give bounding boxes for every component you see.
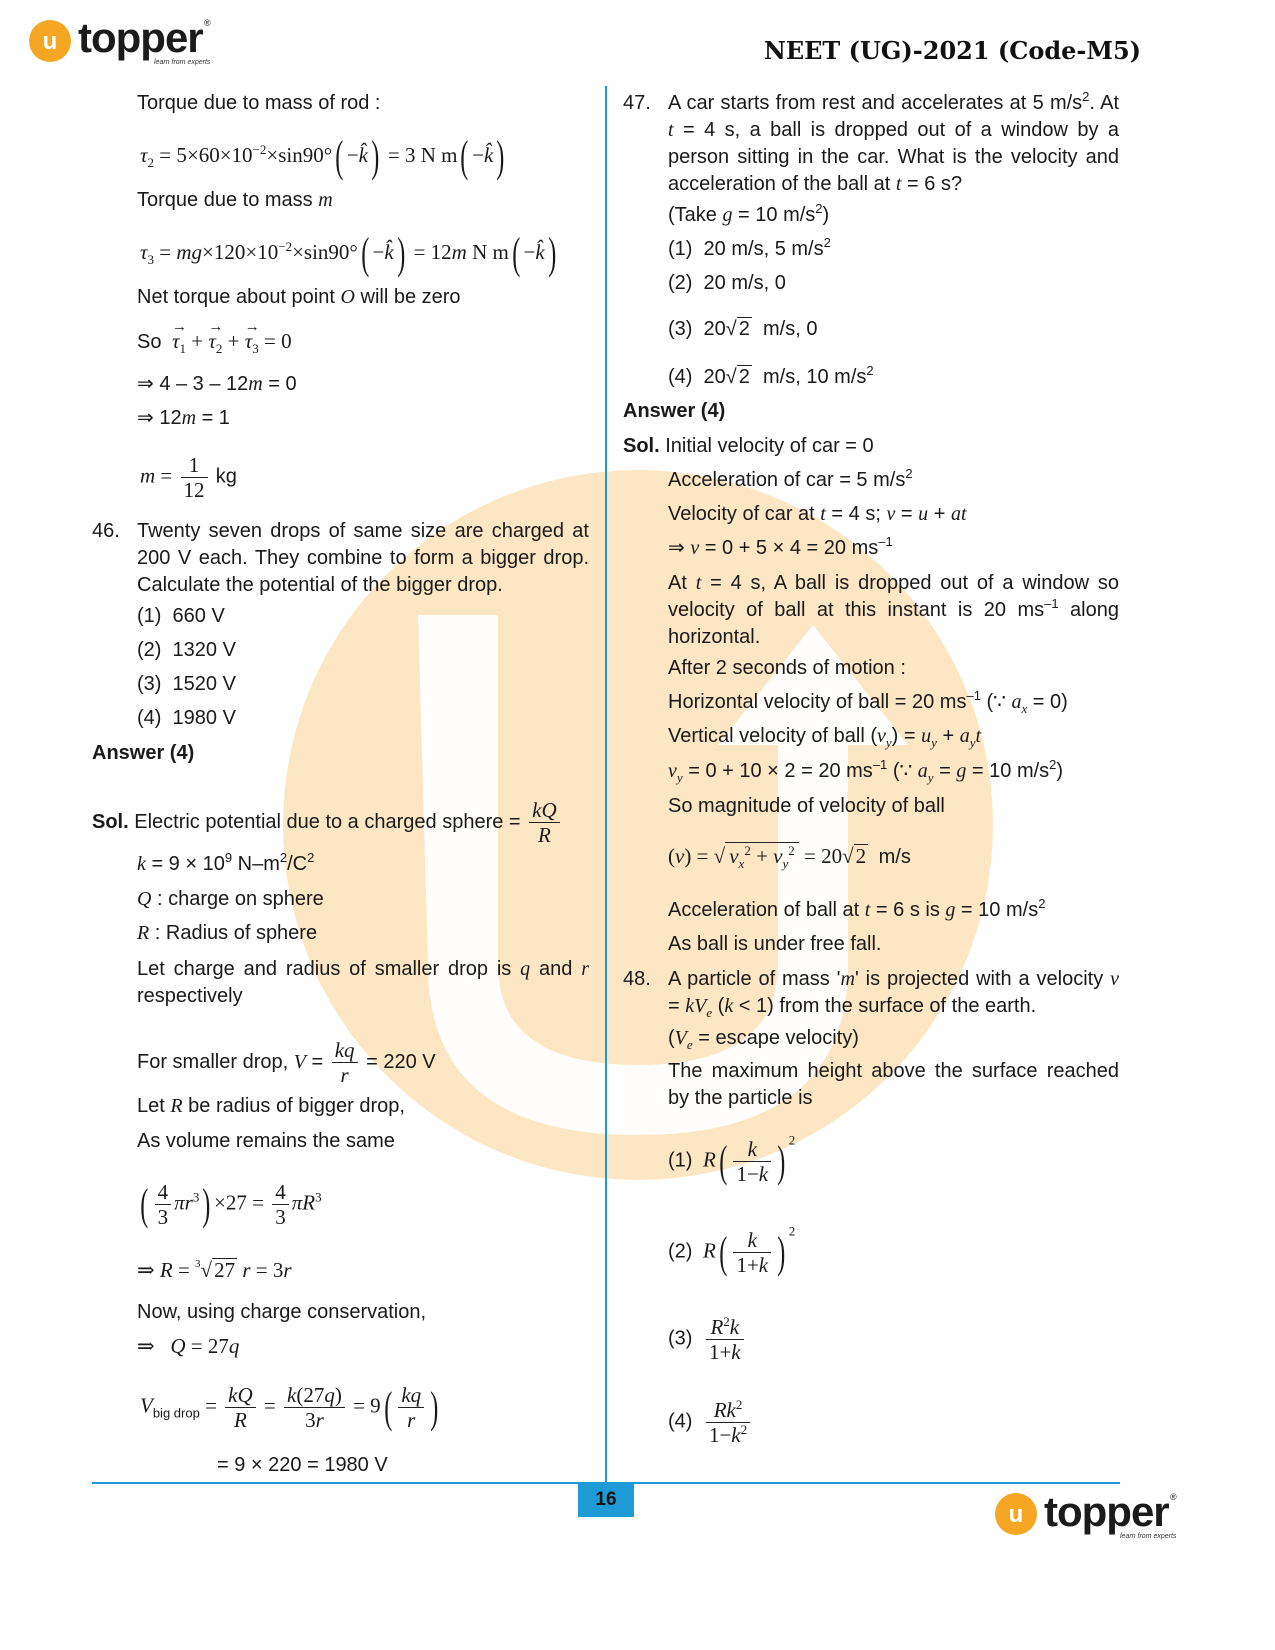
q48-ve-def: ($V_e$ = escape velocity)	[668, 1027, 859, 1052]
net-torque: Net torque about point O will be zero	[137, 286, 461, 308]
charge-conservation: Now, using charge conservation,	[137, 1301, 427, 1323]
q47-sol-line-1: Sol. Initial velocity of car = 0	[623, 435, 874, 457]
let-R: Let R be radius of bigger drop,	[137, 1095, 405, 1117]
q48-option-2: (2) R( $\frac{k}{1+k}$ ) $^2$	[668, 1223, 796, 1277]
q47-sol-line-13: As ball is under free fall.	[668, 933, 882, 955]
footer-logo-tagline: learn from experts	[1120, 1533, 1177, 1540]
q47-sol-line-9: $v_y = 0 + 10 \times 2 = 20$ $ms^{-1}$ (∵ $a_y = g = 10$ $m/s^2$)	[668, 757, 1064, 785]
q46-number: 46.	[92, 520, 120, 542]
q46-sol-label: Sol.	[92, 810, 129, 833]
k-value: $k = 9 \times 10^9$ $N-m^2/C^2$	[137, 850, 315, 875]
q48-text: A particle of mass 'm' is projected with a velocity $v = kV_e$ (k < 1) from the surface of the earth.	[668, 968, 1120, 1020]
svg-text:®: ®	[1170, 1492, 1177, 1502]
q47-sol-line-10: So magnitude of velocity of ball	[668, 795, 945, 817]
q48-option-3: (3) $\frac{R^2k}{1+k}$	[668, 1315, 747, 1364]
svg-text:u: u	[1008, 1501, 1024, 1528]
svg-text:u: u	[42, 28, 58, 55]
q46-option-1: (1) 660 V	[137, 605, 225, 627]
Q-equation: ⇒ Q = 27q	[137, 1334, 240, 1358]
q47-sol-line-4: ⇒ v = 0 + 5 × 4 = 20 $ms^{-1}$	[668, 534, 893, 559]
q48-text-2: The maximum height above the surface reached by the particle is	[668, 1060, 1119, 1109]
q47-option-1: (1) 20 m/s, 5 $m/s^2$	[668, 235, 831, 260]
q47-sol-line-5: At t = 4 s, A ball is dropped out of a window so velocity of ball at this instant is 20 $ms^{-1}$ along horizontal.	[668, 572, 1119, 648]
header-logo-tagline: learn from experts	[154, 59, 211, 66]
q46-option-4: (4) 1980 V	[137, 707, 236, 729]
torque-rod-label: Torque due to mass of rod :	[137, 92, 381, 114]
q47-answer: Answer (4)	[623, 400, 726, 422]
q48-number: 48.	[623, 968, 651, 990]
q47-option-4: (4) 20√ 2 m/s, 10 $m/s^2$	[668, 363, 874, 388]
exam-title: NEET (UG)-2021 (Code-M5)	[763, 36, 1141, 65]
tau2-equation: $\tau_2 = 5\times 60\times 10^{-2}\times\sin 90^\circ$( −k̂) = 3 N m( −k̂)	[140, 132, 505, 181]
q47-sol-line-3: Velocity of car at t = 4 s; v = u + at	[668, 503, 967, 525]
volume-equation: ( $\frac{4}{3}$ $\pi r^3) \times 27$ = $\frac{4}{3}$ $\pi R^3$	[140, 1179, 322, 1229]
q46-answer: Answer (4)	[92, 742, 195, 764]
m-result: m = $\frac{1}{12}$ kg	[140, 453, 237, 502]
q46-solution-intro: Sol. Electric potential due to a charged sphere = $\frac{kQ}{R}$	[92, 798, 563, 847]
footer-logo-text: topper	[1044, 1488, 1169, 1535]
q46-text: Twenty seven drops of same size are charged at 200 V each. They combine to form a bigger drop. Calculate the potential of the bigger drop.	[137, 520, 589, 596]
q47-option-3: (3) 20√ 2 m/s, 0	[668, 318, 818, 340]
r-definition: R : Radius of sphere	[137, 922, 318, 944]
q47-text: A car starts from rest and accelerates at 5 $m/s^2$. At t = 4 s, a ball is dropped out of a window by a person sitting in the car. What is the velocity and acceleration of the ball at t = 6 s?	[668, 89, 1120, 195]
page-number: 16	[578, 1483, 634, 1517]
final-result: = 9 × 220 = 1980 V	[217, 1454, 388, 1476]
q-definition: Q : charge on sphere	[137, 888, 324, 910]
step-1: ⇒ 4 – 3 – 12m = 0	[137, 373, 297, 395]
V-big-drop-eq: $V_{big drop}$ = $\frac{kQ}{R}$ = $\frac{k(27q)}{3r}$ = 9( $\frac{kq}{r}$ )	[140, 1382, 439, 1432]
q47-sol-label: Sol.	[623, 435, 660, 457]
header-logo	[26, 16, 216, 74]
svg-text:®: ®	[204, 18, 211, 28]
header-logo-text: topper	[78, 14, 203, 61]
q47-sol-line-7: Horizontal velocity of ball = 20 $ms^{-1}$ (∵ $a_x = 0$)	[668, 688, 1068, 716]
q46-option-2: (2) 1320 V	[137, 639, 236, 661]
step-2: ⇒ 12m = 1	[137, 407, 230, 429]
q46-option-3: (3) 1520 V	[137, 673, 236, 695]
tau3-equation: $\tau_3 = mg\times 120\times 10^{-2}\times\sin 90^\circ$( −k̂) = 12m N m( −k̂)	[140, 229, 557, 278]
let-charge: Let charge and radius of smaller drop is q and r respectively	[137, 958, 590, 1007]
q47-sol-line-11: (v) = √ $v_x^2 + v_y^2 = 20√2$ m/s	[668, 843, 911, 871]
q47-number: 47.	[623, 92, 651, 114]
q47-sol-line-2: Acceleration of car = 5 $m/s^2$	[668, 466, 913, 491]
volume-same: As volume remains the same	[137, 1130, 395, 1152]
smaller-drop-eq: For smaller drop, V = $\frac{kq}{r}$ = 220 V	[137, 1038, 436, 1087]
q47-sol-line-12: Acceleration of ball at t = 6 s is g = 10 $m/s^2$	[668, 896, 1046, 921]
q47-take-g: (Take g = 10 $m/s^2$)	[668, 201, 830, 226]
q48-option-4: (4) $\frac{Rk^2}{1-k^2}$	[668, 1398, 753, 1447]
q48-option-1: (1) R( $\frac{k}{1-k}$ ) $^2$	[668, 1132, 796, 1186]
footer-logo	[994, 1488, 1184, 1546]
R-equation: ⇒ R = $^3$√27 r = 3r	[137, 1258, 292, 1282]
torque-m-label: Torque due to mass m	[137, 189, 333, 211]
q47-option-2: (2) 20 m/s, 0	[668, 272, 786, 294]
torque-sum: $So \to \tau_1$ + → $\tau_2$ + → $\tau_3 = 0$	[137, 328, 292, 356]
q47-sol-line-6: After 2 seconds of motion :	[668, 657, 906, 679]
q47-sol-line-8: Vertical velocity of ball $(v_y) = u_y + a_yt$	[668, 725, 982, 750]
column-divider	[605, 86, 607, 1484]
